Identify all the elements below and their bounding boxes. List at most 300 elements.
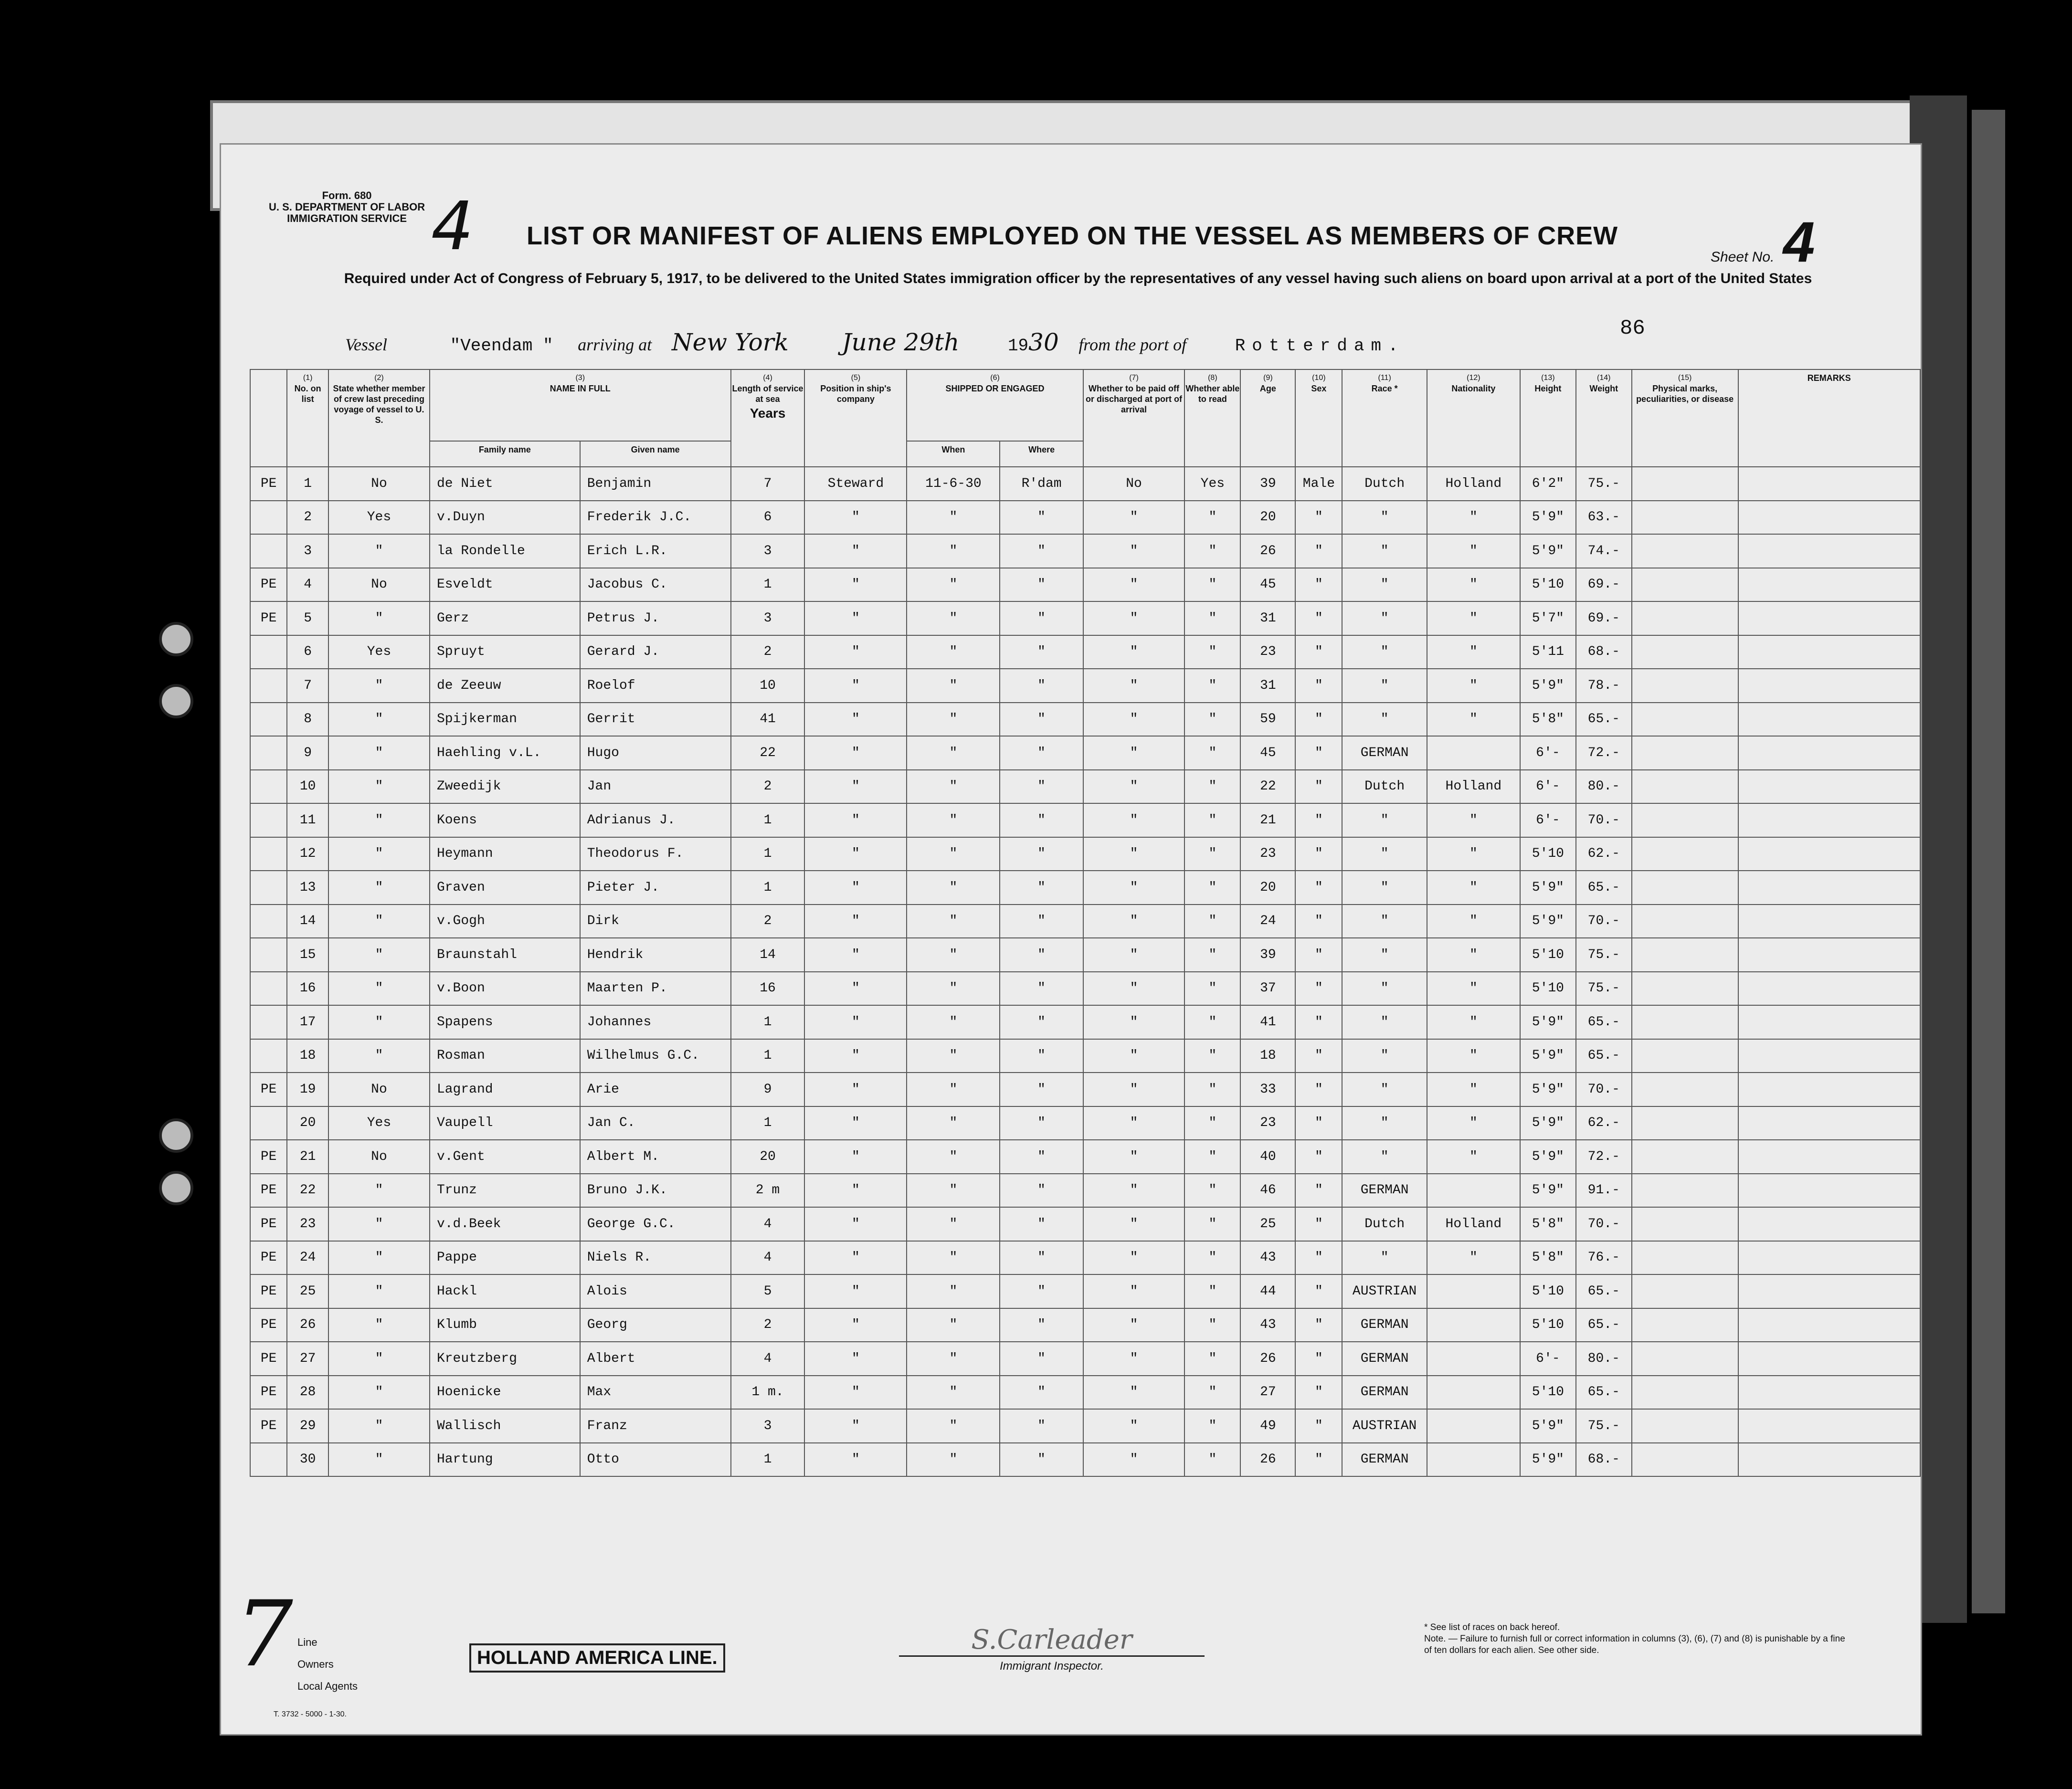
column-label: Physical marks, peculiarities, or disease <box>1636 384 1734 404</box>
cell-years: 1 <box>731 1005 805 1039</box>
cell-last: No <box>328 1140 430 1174</box>
cell-sex: " <box>1295 1174 1342 1208</box>
form-number: Form. 680 <box>322 189 372 201</box>
cell-family: Rosman <box>430 1039 580 1073</box>
cell-race: AUSTRIAN <box>1342 1274 1427 1308</box>
cell-where: " <box>1000 905 1083 938</box>
cell-race: " <box>1342 1039 1427 1073</box>
cell-read: " <box>1184 938 1240 972</box>
punch-hole <box>159 1118 193 1153</box>
cell-when: " <box>907 703 1000 737</box>
cell-position: " <box>804 1342 907 1376</box>
cell-position: " <box>804 972 907 1006</box>
cell-sex: " <box>1295 736 1342 770</box>
table-row <box>250 1174 1920 1208</box>
cell-position: Steward <box>804 467 907 501</box>
column-label: State whether member of crew last preceding voyage of vessel to U. S. <box>333 384 425 425</box>
cell-physical <box>1632 1274 1738 1308</box>
cell-when: " <box>907 837 1000 871</box>
cell-height: 6'- <box>1520 1342 1576 1376</box>
cell-family: Vaupell <box>430 1106 580 1140</box>
cell-remarks <box>1738 669 1920 703</box>
cell-physical <box>1632 837 1738 871</box>
cell-no: 20 <box>287 1106 328 1140</box>
cell-no: 25 <box>287 1274 328 1308</box>
cell-family: Pappe <box>430 1241 580 1275</box>
cell-when: " <box>907 1039 1000 1073</box>
cell-race: " <box>1342 871 1427 905</box>
cell-years: 2 <box>731 1308 805 1342</box>
cell-given: Hugo <box>580 736 731 770</box>
cell-last: " <box>328 1039 430 1073</box>
cell-race: " <box>1342 534 1427 568</box>
cell-physical <box>1632 1039 1738 1073</box>
cell-when: " <box>907 1005 1000 1039</box>
cell-mark: PE <box>250 1274 287 1308</box>
cell-family: Zweedijk <box>430 770 580 804</box>
cell-height: 5'8" <box>1520 703 1576 737</box>
cell-read: " <box>1184 501 1240 535</box>
cell-race: GERMAN <box>1342 736 1427 770</box>
cell-physical <box>1632 938 1738 972</box>
cell-age: 45 <box>1240 736 1295 770</box>
table-row <box>250 871 1920 905</box>
column-label: REMARKS <box>1807 373 1851 383</box>
cell-age: 20 <box>1240 501 1295 535</box>
cell-nat: " <box>1427 1106 1520 1140</box>
column-label: SHIPPED OR ENGAGED <box>945 384 1045 393</box>
cell-height: 6'- <box>1520 770 1576 804</box>
cell-weight: 72.- <box>1576 736 1632 770</box>
cell-weight: 74.- <box>1576 534 1632 568</box>
cell-paid: " <box>1083 1174 1185 1208</box>
header-last-voyage <box>328 369 430 467</box>
cell-height: 5'11 <box>1520 635 1576 669</box>
cell-age: 27 <box>1240 1376 1295 1410</box>
cell-weight: 63.- <box>1576 501 1632 535</box>
cell-mark: PE <box>250 1140 287 1174</box>
cell-when: " <box>907 972 1000 1006</box>
cell-no: 26 <box>287 1308 328 1342</box>
cell-age: 22 <box>1240 770 1295 804</box>
cell-nat <box>1427 1308 1520 1342</box>
column-number: (3) <box>575 374 585 382</box>
cell-weight: 65.- <box>1576 871 1632 905</box>
column-label: Nationality <box>1451 384 1496 393</box>
cell-position: " <box>804 770 907 804</box>
cell-no: 12 <box>287 837 328 871</box>
cell-years: 20 <box>731 1140 805 1174</box>
cell-sex: " <box>1295 1409 1342 1443</box>
table-row <box>250 1443 1920 1477</box>
cell-read: " <box>1184 1409 1240 1443</box>
cell-family: Gerz <box>430 601 580 635</box>
cell-when: " <box>907 1106 1000 1140</box>
cell-read: " <box>1184 1174 1240 1208</box>
cell-family: Klumb <box>430 1308 580 1342</box>
cell-where: " <box>1000 837 1083 871</box>
page-count: 86 <box>1620 316 1645 340</box>
cell-when: " <box>907 1207 1000 1241</box>
cell-last: " <box>328 1376 430 1410</box>
cell-last: " <box>328 534 430 568</box>
cell-years: 1 <box>731 1106 805 1140</box>
cell-no: 8 <box>287 703 328 737</box>
cell-given: Pieter J. <box>580 871 731 905</box>
cell-height: 5'10 <box>1520 938 1576 972</box>
cell-given: Albert <box>580 1342 731 1376</box>
header-given-name: Given name <box>580 441 731 467</box>
header-when: When <box>907 441 1000 467</box>
table-row <box>250 1005 1920 1039</box>
cell-no: 5 <box>287 601 328 635</box>
column-number: (15) <box>1678 374 1692 382</box>
cell-read: " <box>1184 1308 1240 1342</box>
handwritten-seven: 7 <box>235 1581 293 1687</box>
cell-mark <box>250 635 287 669</box>
cell-years: 6 <box>731 501 805 535</box>
cell-years: 1 <box>731 837 805 871</box>
cell-when: " <box>907 871 1000 905</box>
cell-paid: " <box>1083 601 1185 635</box>
cell-race: " <box>1342 601 1427 635</box>
cell-nat: " <box>1427 703 1520 737</box>
cell-age: 40 <box>1240 1140 1295 1174</box>
table-row <box>250 703 1920 737</box>
cell-age: 49 <box>1240 1409 1295 1443</box>
cell-nat <box>1427 1174 1520 1208</box>
cell-when: " <box>907 803 1000 837</box>
cell-read: " <box>1184 736 1240 770</box>
table-row <box>250 905 1920 938</box>
cell-physical <box>1632 1073 1738 1106</box>
cell-mark: PE <box>250 1174 287 1208</box>
cell-mark <box>250 534 287 568</box>
cell-paid: " <box>1083 905 1185 938</box>
cell-height: 5'10 <box>1520 1308 1576 1342</box>
cell-paid: " <box>1083 568 1185 602</box>
cell-years: 4 <box>731 1207 805 1241</box>
cell-where: " <box>1000 1039 1083 1073</box>
cell-where: " <box>1000 1207 1083 1241</box>
cell-weight: 68.- <box>1576 635 1632 669</box>
cell-position: " <box>804 1174 907 1208</box>
cell-given: Johannes <box>580 1005 731 1039</box>
cell-family: Heymann <box>430 837 580 871</box>
cell-given: Bruno J.K. <box>580 1174 731 1208</box>
cell-no: 1 <box>287 467 328 501</box>
cell-position: " <box>804 905 907 938</box>
cell-remarks <box>1738 601 1920 635</box>
cell-weight: 65.- <box>1576 703 1632 737</box>
cell-given: George G.C. <box>580 1207 731 1241</box>
header-shipped-or-engaged <box>907 369 1083 441</box>
cell-where: " <box>1000 972 1083 1006</box>
cell-mark: PE <box>250 1073 287 1106</box>
cell-when: " <box>907 1409 1000 1443</box>
cell-years: 1 <box>731 568 805 602</box>
cell-physical <box>1632 1342 1738 1376</box>
cell-nat: " <box>1427 635 1520 669</box>
cell-race: GERMAN <box>1342 1376 1427 1410</box>
cell-nat <box>1427 736 1520 770</box>
cell-mark: PE <box>250 601 287 635</box>
cell-age: 26 <box>1240 1342 1295 1376</box>
cell-paid: " <box>1083 1073 1185 1106</box>
cell-read: " <box>1184 871 1240 905</box>
cell-read: " <box>1184 1376 1240 1410</box>
cell-read: " <box>1184 1443 1240 1477</box>
cell-position: " <box>804 1140 907 1174</box>
cell-position: " <box>804 1274 907 1308</box>
cell-paid: " <box>1083 1039 1185 1073</box>
cell-when: " <box>907 1342 1000 1376</box>
cell-weight: 65.- <box>1576 1039 1632 1073</box>
cell-remarks <box>1738 568 1920 602</box>
cell-remarks <box>1738 1140 1920 1174</box>
cell-mark <box>250 703 287 737</box>
cell-years: 1 <box>731 1039 805 1073</box>
cell-read: " <box>1184 1140 1240 1174</box>
cell-given: Albert M. <box>580 1140 731 1174</box>
margin-column-header <box>250 369 287 467</box>
table-row <box>250 1073 1920 1106</box>
cell-where: " <box>1000 703 1083 737</box>
cell-weight: 80.- <box>1576 1342 1632 1376</box>
cell-last: Yes <box>328 501 430 535</box>
cell-where: " <box>1000 938 1083 972</box>
header-physical-marks <box>1632 369 1738 467</box>
cell-position: " <box>804 1039 907 1073</box>
cell-no: 15 <box>287 938 328 972</box>
cell-given: Max <box>580 1376 731 1410</box>
cell-physical <box>1632 736 1738 770</box>
cell-height: 5'10 <box>1520 837 1576 871</box>
sheet-number-label: Sheet No. <box>1711 249 1775 265</box>
cell-last: " <box>328 905 430 938</box>
cell-mark: PE <box>250 1207 287 1241</box>
cell-given: Jacobus C. <box>580 568 731 602</box>
cell-weight: 75.- <box>1576 1409 1632 1443</box>
inspector-caption: Immigrant Inspector. <box>1000 1660 1104 1673</box>
cell-read: " <box>1184 1274 1240 1308</box>
table-row <box>250 467 1920 501</box>
table-row <box>250 770 1920 804</box>
cell-years: 3 <box>731 534 805 568</box>
cell-physical <box>1632 669 1738 703</box>
cell-where: " <box>1000 534 1083 568</box>
line-label: Line <box>297 1636 317 1648</box>
cell-paid: " <box>1083 1274 1185 1308</box>
cell-height: 5'9" <box>1520 534 1576 568</box>
cell-paid: " <box>1083 1106 1185 1140</box>
cell-race: " <box>1342 803 1427 837</box>
cell-when: " <box>907 1241 1000 1275</box>
cell-read: " <box>1184 803 1240 837</box>
cell-when: " <box>907 635 1000 669</box>
cell-paid: " <box>1083 703 1185 737</box>
cell-read: " <box>1184 635 1240 669</box>
table-row <box>250 1241 1920 1275</box>
cell-read: " <box>1184 1005 1240 1039</box>
cell-family: Spruyt <box>430 635 580 669</box>
cell-remarks <box>1738 905 1920 938</box>
cell-sex: " <box>1295 669 1342 703</box>
cell-where: " <box>1000 1106 1083 1140</box>
cell-age: 45 <box>1240 568 1295 602</box>
cell-when: " <box>907 501 1000 535</box>
cell-sex: " <box>1295 871 1342 905</box>
cell-sex: " <box>1295 1005 1342 1039</box>
cell-last: " <box>328 736 430 770</box>
cell-weight: 75.- <box>1576 972 1632 1006</box>
cell-height: 5'9" <box>1520 1106 1576 1140</box>
cell-position: " <box>804 669 907 703</box>
cell-sex: " <box>1295 568 1342 602</box>
header-name-in-full <box>430 369 731 441</box>
service-name: IMMIGRATION SERVICE <box>287 212 407 224</box>
cell-mark <box>250 501 287 535</box>
cell-no: 11 <box>287 803 328 837</box>
cell-weight: 91.- <box>1576 1174 1632 1208</box>
cell-nat: " <box>1427 837 1520 871</box>
cell-race: GERMAN <box>1342 1443 1427 1477</box>
cell-race: " <box>1342 568 1427 602</box>
years-unit: Years <box>750 406 786 421</box>
cell-read: " <box>1184 1106 1240 1140</box>
cell-family: Braunstahl <box>430 938 580 972</box>
cell-years: 22 <box>731 736 805 770</box>
inspector-signature: S.Carleader <box>899 1624 1205 1657</box>
document-title: LIST OR MANIFEST OF ALIENS EMPLOYED ON THE VESSEL AS MEMBERS OF CREW <box>527 221 1618 250</box>
cell-nat: " <box>1427 972 1520 1006</box>
cell-family: Wallisch <box>430 1409 580 1443</box>
cell-given: Franz <box>580 1409 731 1443</box>
column-number: (14) <box>1597 374 1611 382</box>
cell-when: " <box>907 905 1000 938</box>
cell-years: 1 <box>731 1443 805 1477</box>
cell-where: " <box>1000 1308 1083 1342</box>
cell-where: " <box>1000 871 1083 905</box>
cell-family: Hoenicke <box>430 1376 580 1410</box>
cell-last: " <box>328 1409 430 1443</box>
column-number: (11) <box>1378 374 1391 382</box>
cell-remarks <box>1738 837 1920 871</box>
cell-sex: " <box>1295 1039 1342 1073</box>
handwritten-numeral: 4 <box>431 188 474 265</box>
cell-read: " <box>1184 534 1240 568</box>
column-number: (4) <box>763 374 772 382</box>
cell-nat: " <box>1427 938 1520 972</box>
column-label: Whether able to read <box>1185 384 1240 404</box>
cell-no: 2 <box>287 501 328 535</box>
cell-last: " <box>328 1274 430 1308</box>
cell-sex: Male <box>1295 467 1342 501</box>
header-remarks <box>1738 369 1920 467</box>
cell-last: " <box>328 837 430 871</box>
cell-last: " <box>328 938 430 972</box>
table-row <box>250 568 1920 602</box>
header-age <box>1240 369 1295 467</box>
cell-paid: " <box>1083 635 1185 669</box>
cell-when: " <box>907 1443 1000 1477</box>
cell-paid: " <box>1083 1140 1185 1174</box>
cell-position: " <box>804 736 907 770</box>
cell-family: Esveldt <box>430 568 580 602</box>
cell-no: 29 <box>287 1409 328 1443</box>
cell-position: " <box>804 1005 907 1039</box>
cell-position: " <box>804 601 907 635</box>
cell-paid: " <box>1083 1342 1185 1376</box>
cell-age: 20 <box>1240 871 1295 905</box>
cell-read: " <box>1184 770 1240 804</box>
cell-nat: " <box>1427 905 1520 938</box>
cell-remarks <box>1738 635 1920 669</box>
cell-family: Hackl <box>430 1274 580 1308</box>
cell-when: 11-6-30 <box>907 467 1000 501</box>
cell-where: " <box>1000 1140 1083 1174</box>
cell-family: Trunz <box>430 1174 580 1208</box>
cell-where: " <box>1000 1241 1083 1275</box>
cell-weight: 62.- <box>1576 1106 1632 1140</box>
cell-sex: " <box>1295 601 1342 635</box>
punch-hole <box>159 684 193 718</box>
cell-race: Dutch <box>1342 770 1427 804</box>
cell-years: 4 <box>731 1342 805 1376</box>
cell-nat: Holland <box>1427 1207 1520 1241</box>
cell-physical <box>1632 905 1738 938</box>
cell-height: 5'9" <box>1520 1174 1576 1208</box>
cell-physical <box>1632 1207 1738 1241</box>
cell-sex: " <box>1295 803 1342 837</box>
cell-family: Spijkerman <box>430 703 580 737</box>
cell-no: 23 <box>287 1207 328 1241</box>
binder-strip-inner <box>1972 110 2005 1613</box>
cell-height: 6'- <box>1520 803 1576 837</box>
cell-years: 1 <box>731 871 805 905</box>
cell-nat: " <box>1427 1140 1520 1174</box>
inspector-signature-block <box>899 1624 1205 1673</box>
cell-no: 24 <box>287 1241 328 1275</box>
cell-height: 5'9" <box>1520 669 1576 703</box>
cell-no: 3 <box>287 534 328 568</box>
cell-years: 4 <box>731 1241 805 1275</box>
cell-paid: " <box>1083 1241 1185 1275</box>
column-number: (1) <box>303 374 313 382</box>
cell-age: 26 <box>1240 1443 1295 1477</box>
year-prefix: 19 <box>1007 336 1029 356</box>
cell-sex: " <box>1295 703 1342 737</box>
cell-paid: " <box>1083 938 1185 972</box>
cell-position: " <box>804 1376 907 1410</box>
cell-mark: PE <box>250 467 287 501</box>
cell-given: Jan C. <box>580 1106 731 1140</box>
cell-remarks <box>1738 972 1920 1006</box>
cell-paid: " <box>1083 871 1185 905</box>
cell-height: 5'10 <box>1520 1274 1576 1308</box>
cell-last: No <box>328 568 430 602</box>
cell-last: " <box>328 1342 430 1376</box>
cell-paid: " <box>1083 1308 1185 1342</box>
cell-position: " <box>804 501 907 535</box>
cell-remarks <box>1738 736 1920 770</box>
cell-height: 5'9" <box>1520 871 1576 905</box>
cell-sex: " <box>1295 938 1342 972</box>
cell-weight: 69.- <box>1576 568 1632 602</box>
cell-age: 24 <box>1240 905 1295 938</box>
cell-where: R'dam <box>1000 467 1083 501</box>
column-label: Length of service at sea <box>732 384 803 404</box>
